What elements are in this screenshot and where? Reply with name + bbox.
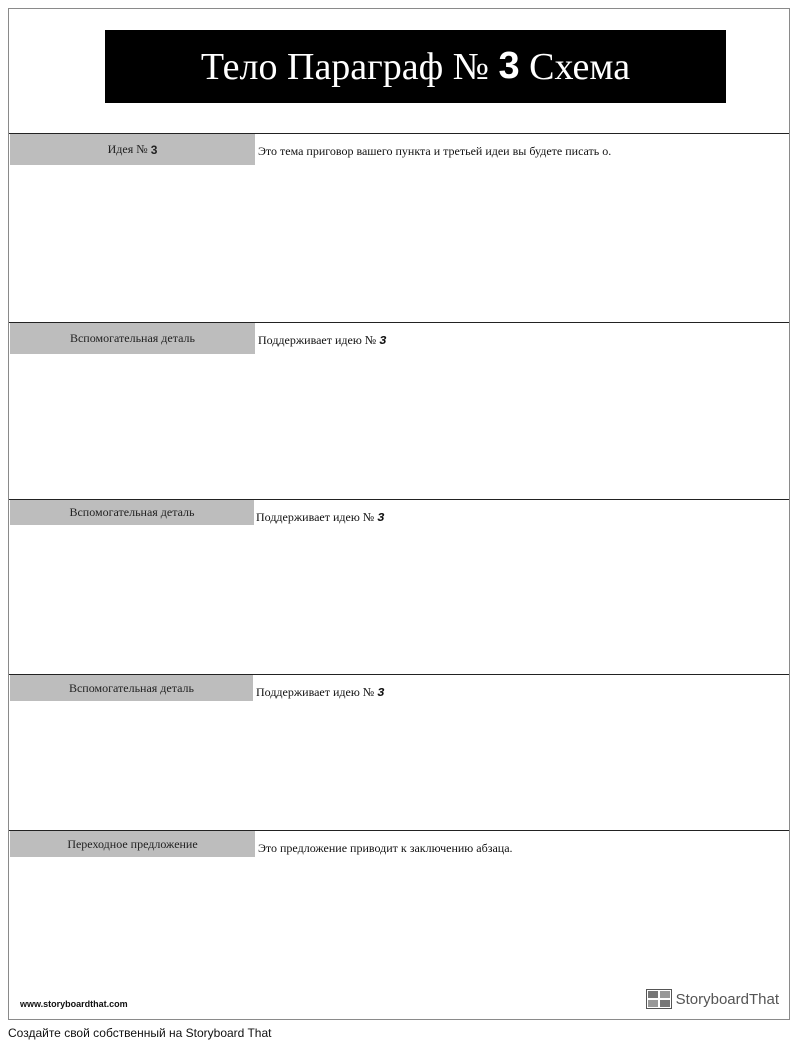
- title-suffix: Схема: [529, 45, 631, 88]
- row-idea: [9, 133, 789, 322]
- row-prompt-text: Это тема приговор вашего пункта и третьей идеи вы будете писать о.: [258, 144, 612, 158]
- row-label: [10, 500, 254, 525]
- worksheet-page: [8, 8, 790, 1020]
- row-prompt-number: 3: [377, 511, 385, 525]
- row-prompt: [256, 685, 384, 700]
- row-prompt-text: Поддерживает идею №: [256, 510, 375, 524]
- row-label: [10, 675, 253, 701]
- row-prompt-text: Поддерживает идею №: [258, 333, 377, 347]
- row-label-number: 3: [150, 142, 158, 157]
- row-label-text: Вспомогательная деталь: [69, 331, 196, 345]
- row-prompt-text: Это предложение приводит к заключению абзаца.: [258, 841, 513, 855]
- create-your-own-link[interactable]: Создайте свой собственный на Storyboard That: [8, 1026, 272, 1040]
- row-supporting-detail-2: [9, 499, 789, 674]
- storyboard-logo-icon: [646, 989, 672, 1009]
- row-label-text: Идея №: [107, 142, 148, 156]
- row-supporting-detail-1: [9, 322, 789, 499]
- row-prompt: [258, 333, 386, 348]
- row-prompt-text: Поддерживает идею №: [256, 685, 375, 699]
- website-url: www.storyboardthat.com: [20, 999, 128, 1009]
- title-text: Тело Параграф №: [200, 45, 490, 88]
- row-prompt-number: 3: [379, 334, 387, 348]
- brand-logo: [646, 989, 779, 1009]
- row-label-text: Вспомогательная деталь: [68, 680, 195, 695]
- row-prompt-number: 3: [377, 686, 385, 700]
- row-label-text: Переходное предложение: [67, 836, 198, 851]
- brand-name: StoryboardThat: [675, 990, 779, 1008]
- row-supporting-detail-3: [9, 674, 789, 830]
- row-label: [10, 134, 255, 165]
- row-label: [10, 323, 255, 354]
- row-transition-sentence: [9, 830, 789, 980]
- title-number: 3: [498, 45, 520, 87]
- row-prompt: [258, 841, 513, 856]
- row-label-text: Вспомогательная деталь: [69, 505, 195, 519]
- row-prompt: [256, 510, 384, 525]
- row-label: [10, 831, 255, 857]
- row-prompt: [258, 144, 611, 159]
- page-title: [105, 30, 726, 103]
